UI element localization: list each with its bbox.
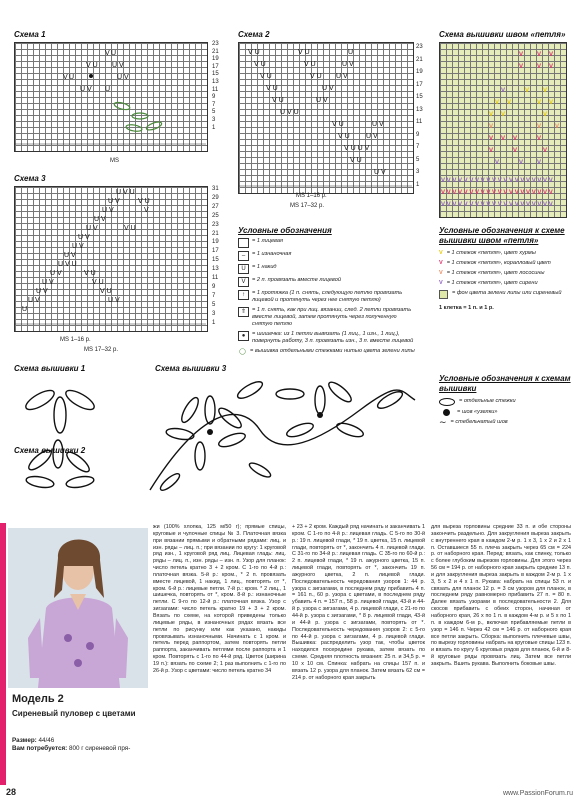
- svg-text:U V: U V: [94, 216, 106, 223]
- row-number: 15: [212, 257, 219, 264]
- site-watermark: www.PassionForum.ru: [502, 790, 573, 797]
- french-knot-icon: [443, 409, 450, 416]
- section-accent-bar: [0, 523, 6, 785]
- svg-text:V U: V U: [138, 198, 150, 205]
- scheme-3-row-numbers: [212, 185, 219, 328]
- row-number: 13: [416, 106, 423, 113]
- row-number: 15: [416, 94, 423, 100]
- svg-text:V U: V U: [248, 49, 260, 56]
- instructions-column-1: [153, 524, 286, 675]
- emb-scheme-3-title: Схема вышивки 3: [155, 364, 227, 373]
- svg-text:V: V: [495, 100, 500, 106]
- svg-text:U V: U V: [64, 252, 76, 259]
- row-number: 21: [212, 48, 219, 55]
- row-number: 9: [416, 131, 420, 138]
- svg-text:V U: V U: [100, 288, 112, 295]
- svg-text:V: V: [537, 124, 542, 130]
- instructions-text: для выреза горловины средние 33 п. и обе стороны закончить раздельно. Для закругления выреза закрыть с внутреннего края в каждом 2-м р. 1 x 3, 1 x 2 и 2 x 1 п. Оставшиеся 55 п. плеча закрыть через 65 см = 224 р. от наборного края. Перед: вязать, как спинку, только с более глубоким вырезом горловины. Для этого через 56 см = 194 р. от наборного края закрыть средние 13 п. и для закругления выреза закрыть в каждом 2-м р. 1 x 3, 5 x 2 и 4 x 1 п. Рукава: набрать на спицы 53 п. и связать для планок 12 р. = 3 см узором для планок, в последнем ряду равномерно прибавить 27 п. = 80 п. Далее вязать узорами в последовательности 2. Для скосов прибавить с обеих сторон, начиная от наборного края, 26 x по 1 п. в каждом 4-м р. и 5 x по 1 п. в каждом 6-м р., включая прибавляемые петли в узор = 146 п. Через 42 см = 146 р. от наборного края все петли закрыть. Сборка: выполнить плечевые швы, по вырезу горловины набрать на круговые спицы 123 п. и вязать по кругу 6 круговых рядов для планок, 6-й и 8-й круговые ряды провязать лиц. Затем все петли закрыть. Вшить рукава. Выполнить боковые швы.: [431, 524, 571, 667]
- loop-legend-list: [439, 250, 574, 312]
- yarn-over-symbol-icon: U: [238, 264, 249, 274]
- cell-note: 1 клетка = 1 п. и 1 р.: [439, 305, 494, 311]
- legend-text: = 1 накид: [252, 264, 277, 270]
- background-swatch-icon: [439, 290, 448, 299]
- row-number: 7: [212, 292, 216, 299]
- row-number: 15: [212, 71, 219, 78]
- scheme-3-title: Схема 3: [14, 174, 46, 183]
- svg-text:V: V: [507, 100, 512, 106]
- row-number: 11: [212, 275, 219, 282]
- legend-item: [238, 290, 418, 304]
- yarn-label: Вам потребуется:: [12, 745, 68, 752]
- emb-legend-list: [439, 398, 574, 429]
- svg-text:U V: U V: [117, 74, 129, 81]
- svg-text:V U U V: V U U V: [344, 145, 370, 152]
- scheme-1-symbols: [14, 42, 206, 150]
- row-number: 1: [212, 124, 216, 131]
- legend-text: = 1 изнаночная: [252, 251, 292, 257]
- loop-legend-item: [439, 250, 574, 257]
- svg-text:V: V: [549, 64, 554, 70]
- svg-text:V: V: [501, 136, 506, 142]
- legend-text: = 1 стежок «петля», цвет хурмы: [446, 250, 536, 256]
- bobble-symbol-icon: ●: [238, 331, 249, 341]
- svg-text:V: V: [513, 136, 518, 142]
- legend-item: [238, 331, 418, 345]
- loop-stitch-icon: V: [439, 280, 443, 286]
- row-number: 7: [416, 144, 420, 150]
- svg-text:U V: U V: [50, 270, 62, 277]
- scheme-1-ms: MS: [110, 158, 119, 164]
- svg-text:U: U: [111, 50, 117, 57]
- row-number: 17: [212, 63, 219, 70]
- svg-text:U: U: [69, 74, 75, 81]
- svg-text:U V U: U V U: [58, 261, 77, 268]
- row-number: 17: [416, 81, 423, 88]
- emb-scheme-1-title: Схема вышивки 1: [14, 364, 86, 373]
- scheme-3-ms: MS 1–16 р.: [60, 337, 91, 343]
- svg-text:V: V: [489, 136, 494, 142]
- svg-text:U V: U V: [374, 169, 386, 176]
- svg-text:V: V: [537, 52, 542, 58]
- legend-text: = 1 п. снять, как при лиц. вязании, след. 2 петли провязать вместе лицевой, затем протянуть через полученную снятую петлю: [252, 307, 412, 327]
- svg-text:U: U: [348, 49, 354, 56]
- svg-text:U V: U V: [108, 297, 120, 304]
- svg-text:V U: V U: [298, 49, 310, 56]
- svg-text:V: V: [555, 124, 560, 130]
- row-number: 3: [212, 310, 216, 317]
- svg-text:V: V: [495, 160, 500, 166]
- legend-text: = шишечка: из 1 петли вывязать (1 лиц., 1 изн., 1 лиц.), повернуть работу, 3 п. провязать изн., 3 п. вместе лицевой: [252, 331, 414, 344]
- size-label: Размер:: [12, 737, 37, 744]
- row-number: 13: [212, 266, 219, 273]
- svg-text:V: V: [501, 88, 506, 94]
- svg-text:U V: U V: [366, 133, 378, 140]
- svg-text:U: U: [105, 86, 111, 93]
- svg-text:V U: V U: [260, 73, 272, 80]
- svg-text:V U: V U: [332, 121, 344, 128]
- emb-legend-title: Условные обозначения к схемам вышивки: [439, 374, 571, 393]
- svg-text:V: V: [519, 64, 524, 70]
- svg-text:U V: U V: [86, 225, 98, 232]
- model-title: Модель 2: [12, 693, 64, 705]
- instructions-column-2: [292, 524, 425, 681]
- svg-text:V: V: [537, 136, 542, 142]
- emb-legend-item: [439, 398, 574, 406]
- row-number: 3: [212, 116, 216, 123]
- row-number: 13: [212, 78, 219, 85]
- svg-text:V: V: [63, 74, 68, 81]
- svg-text:V: V: [537, 160, 542, 166]
- emb-legend-item: [439, 419, 574, 426]
- row-number: 19: [212, 239, 219, 246]
- scheme-2-row-numbers: [416, 41, 423, 191]
- double-decrease-symbol-icon: ⇑: [238, 307, 249, 317]
- legend-text: = фон цвета зелени липы или сиреневый: [452, 290, 562, 296]
- skp-symbol-icon: ↑: [238, 290, 249, 300]
- legend-item: [238, 251, 418, 261]
- scheme-1-row-numbers: [212, 41, 219, 132]
- emb-legend-item: [439, 409, 574, 416]
- loop-legend-item: [439, 280, 574, 287]
- row-number: 27: [212, 203, 219, 210]
- row-number: 25: [212, 212, 219, 219]
- svg-text:U V: U V: [372, 121, 384, 128]
- row-number: 9: [212, 283, 216, 290]
- row-number: 1: [212, 319, 216, 326]
- row-number: 5: [212, 301, 216, 308]
- row-number: 23: [416, 44, 423, 50]
- row-number: 21: [416, 56, 423, 63]
- svg-text:V: V: [489, 148, 494, 154]
- row-number: 5: [212, 109, 216, 116]
- knit-symbol-icon: [238, 238, 249, 248]
- svg-text:U V: U V: [28, 297, 40, 304]
- embroidery-leaf-icon: ◯: [239, 349, 246, 355]
- svg-text:V V V V V V V V V V V V V V V: V V V V V V V V V V V V V V V V V V V V: [441, 190, 553, 196]
- legend-text: = отдельные стежки: [459, 398, 516, 404]
- scheme-3-symbols: [14, 186, 206, 330]
- svg-text:V U: V U: [338, 133, 350, 140]
- embroidery-drawings: [0, 370, 420, 520]
- model-requirements: [12, 737, 152, 753]
- purl-symbol-icon: –: [238, 251, 249, 261]
- scheme-2-title: Схема 2: [238, 30, 270, 39]
- svg-text:V: V: [489, 112, 494, 118]
- legend-text: = шов «узелки»: [457, 409, 498, 415]
- legend-text: = 1 стежок «петля», цвет лососины: [446, 270, 545, 276]
- row-number: 19: [212, 56, 219, 63]
- svg-text:V U: V U: [86, 62, 98, 69]
- row-number: 9: [212, 94, 216, 101]
- size-value: 44/46: [38, 737, 55, 744]
- svg-text:V: V: [501, 112, 506, 118]
- svg-text:U V: U V: [342, 61, 354, 68]
- single-stitch-icon: [439, 398, 455, 406]
- legend-title: Условные обозначения: [238, 226, 332, 235]
- svg-text:U V: U V: [322, 85, 334, 92]
- svg-text:V: V: [525, 88, 530, 94]
- row-number: 17: [212, 248, 219, 255]
- loop-legend-item: [439, 270, 574, 277]
- row-number: 31: [212, 186, 219, 192]
- scheme-2-symbols: [238, 42, 412, 192]
- svg-text:U: U: [22, 306, 28, 313]
- row-number: 11: [212, 86, 219, 93]
- model-photo: [8, 528, 148, 688]
- svg-text:U V: U V: [42, 279, 54, 286]
- svg-text:V: V: [549, 100, 554, 106]
- legend-item: [238, 307, 418, 328]
- instructions-column-3: [431, 524, 571, 668]
- scheme-1-title: Схема 1: [14, 30, 46, 39]
- svg-text:V: V: [543, 112, 548, 118]
- svg-text:V: V: [489, 124, 494, 130]
- emb-scheme-2-title: Схема вышивки 2: [14, 446, 86, 455]
- svg-text:V U: V U: [272, 97, 284, 104]
- scheme-2-ms2: MS 17–32 р.: [290, 203, 325, 209]
- row-number: 1: [416, 181, 420, 188]
- svg-text:U V: U V: [72, 243, 84, 250]
- svg-text:U V: U V: [112, 62, 124, 69]
- svg-text:U V: U V: [336, 73, 348, 80]
- svg-text:U V: U V: [102, 207, 114, 214]
- loop-stitch-icon: V: [439, 250, 443, 256]
- k2tog-symbol-icon: V: [238, 277, 249, 287]
- svg-text:V: V: [105, 50, 110, 57]
- instructions-text: жи (100% хлопка, 125 м/50 г); прямые спицы, круговые и чулочные спицы № 3. Платочная вязка при вязании прямыми и обратными рядами: лиц. и изн. ряды – лиц. п.; при вязании по кругу: 1 круговой ряд изн., 1 круговой ряд лиц. Лицевая гладь: лиц. ряды – лиц. п., изн. ряды – изн. п. Узор для планок: число петель кратно 3 + 2 кром. С 1-го по 4-й р.: платочная вязка. 5-й р.: кром., * 2 п. провязать вместе лицевой, 1 накид, 1 лиц., повторять от *, кром. 6-й р.: лицевые петли. 7-й р.: кром. * 2 лиц., 1 шишечка, повторять от *, кром. 8-й р.: изнаночные петли. С 9-го по 12-й р.: платочная вязка. Узор с зигзагами: число петель кратно 19 + 3 + 2 кром. Вязать по схеме, на которой приведены только лицевые ряды, в изнаночных рядах вязать все петли по рисунку или как указано, накиды провязывать изнаночными. Начинать с 1 кром. и петель перед раппортом, затем повторять петли раппорта, заканчивать петлями после раппорта и 1 кром. Повторять с 1-го по 44-й ряд. Цветок (ширина 19 п.): вязать по схеме 2; 1 раз выполнить с 1-го по 26-й р. Узор с цветами: число петель кратно 34: [153, 524, 286, 674]
- svg-text:V: V: [549, 52, 554, 58]
- svg-text:V: V: [519, 160, 524, 166]
- scheme-3-ms2: MS 17–32 р.: [84, 347, 119, 353]
- svg-text:V: V: [537, 64, 542, 70]
- loop-stitch-icon: V: [439, 260, 443, 266]
- svg-text:V V V V V V V V V V V V V V V: V V V V V V V V V V V V V V V V V V V V: [441, 202, 553, 208]
- svg-text:V U: V U: [266, 85, 278, 92]
- svg-text:V: V: [144, 207, 149, 214]
- loop-legend-title: Условные обозначения к схеме вышивки швом «петля»: [439, 226, 565, 245]
- svg-text:V: V: [513, 148, 518, 154]
- svg-text:V: V: [543, 88, 548, 94]
- yarn-value: 800 г сиреневой пря-: [68, 745, 131, 752]
- page-number: 28: [6, 787, 17, 797]
- row-number: 29: [212, 194, 219, 201]
- legend-text: = стебельчатый шов: [450, 419, 508, 425]
- model-photo-illustration: [8, 528, 148, 688]
- svg-text:V: V: [519, 52, 524, 58]
- loop-scheme-title: Схема вышивки швом «петля»: [439, 30, 566, 39]
- row-number: 7: [212, 101, 216, 108]
- legend-item: [238, 238, 418, 248]
- row-number: 21: [212, 230, 219, 237]
- svg-text:U V: U V: [80, 86, 92, 93]
- svg-text:V U: V U: [84, 270, 96, 277]
- legend-item: [238, 277, 418, 287]
- svg-text:V U: V U: [310, 73, 322, 80]
- loop-stitch-icon: V: [439, 270, 443, 276]
- svg-text:U V U: U V U: [280, 109, 299, 116]
- legend-list: [238, 238, 418, 359]
- svg-text:V U: V U: [254, 61, 266, 68]
- svg-text:U V: U V: [36, 288, 48, 295]
- scheme-2-ms: MS 1–16 р.: [296, 193, 327, 199]
- svg-text:U V U: U V U: [116, 189, 135, 196]
- instructions-text: + 23 + 2 кром. Каждый ряд начинать и заканчивать 1 кром. С 1-го по 4-й р.: лицевая гладь. С 5-го по 30-й р.: 19 п. лицевой глади, * 19 п. цветка, 15 п. лицевой глади, повторять от *, закончить 4 п. лицевой глади. С 31-го по 34-й р.: лицевая гладь. С 35-го по 60-й р.: 2 п. лицевой глади, * 19 п. ажурного цветка, 15 п. лицевой глади, повторять от *, закончить 19 п. ажурного цветка, 2 п. лицевой глади. Последовательность чередования узоров 1: 44 р. узора с зигзагами, в последнем ряду прибавить 4 п. = 161 п., 60 р. узора с цветами, в последнем ряду убавить 4 п. = 157 п., 58 р. лицевой глади, 43-й и 44-й р. узора с зигзагами, 4 р. лицевой глади, с 21-го по 44-й р. узора с зигзагами, * 8 р. лицевой глади, 43-й и 44-й р. узора с зигзагами, повторять от *. Последовательность чередования узоров 2: с 5-го по 44-й р. узора с зигзагами, 4 р. лицевой глади. Вышивка: распределить узор так, чтобы цветок находился посередине рукава, затем вязать по схеме. Средняя плотность вязания: 25 п. и 34,5 р. = 10 x 10 см. Спинка: набрать на спицы 157 п. и вязать 12 р. узора для планок. Затем вязать 62 см = 214 р. от наборного края закрыть: [292, 524, 425, 681]
- svg-text:V V V V V V V V V V V V V V V: V V V V V V V V V V V V V V V V V V V V: [441, 178, 553, 184]
- legend-text: = 1 лицевая: [252, 238, 283, 244]
- svg-text:V: V: [537, 100, 542, 106]
- svg-text:V U: V U: [92, 279, 104, 286]
- row-number: 3: [416, 169, 420, 175]
- legend-text: = 2 п. провязать вместе лицевой: [252, 277, 341, 283]
- svg-text:V U: V U: [124, 225, 136, 232]
- row-number: 5: [416, 156, 420, 163]
- legend-item: [238, 264, 418, 274]
- legend-item: [238, 348, 418, 356]
- svg-text:V U: V U: [350, 157, 362, 164]
- legend-text: = 1 протяжка (1 п. снять, следующую петлю провязать лицевой и протянуть через нее снятую петлю): [252, 290, 403, 303]
- svg-text:U V: U V: [78, 234, 90, 241]
- svg-text:U V: U V: [316, 97, 328, 104]
- model-subtitle: Сиреневый пуловер с цветами: [12, 709, 136, 718]
- svg-text:V: V: [543, 148, 548, 154]
- loop-scheme-symbols: [439, 42, 565, 216]
- loop-legend-item: [439, 260, 574, 267]
- svg-text:U V: U V: [108, 198, 120, 205]
- legend-text: = 1 стежок «петля», коралловый цвет: [446, 260, 551, 266]
- row-number: 23: [212, 221, 219, 228]
- loop-legend-item: [439, 290, 574, 299]
- row-number: 11: [416, 119, 423, 125]
- svg-text:V U: V U: [304, 61, 316, 68]
- stem-stitch-icon: ∼: [439, 417, 447, 427]
- legend-text: = 1 стежок «петля», цвет сирени: [446, 280, 538, 286]
- row-number: 23: [212, 41, 219, 47]
- legend-text: = вышивка отдельными стежками нитью цвета зелени липы: [250, 348, 415, 354]
- row-number: 19: [416, 69, 423, 75]
